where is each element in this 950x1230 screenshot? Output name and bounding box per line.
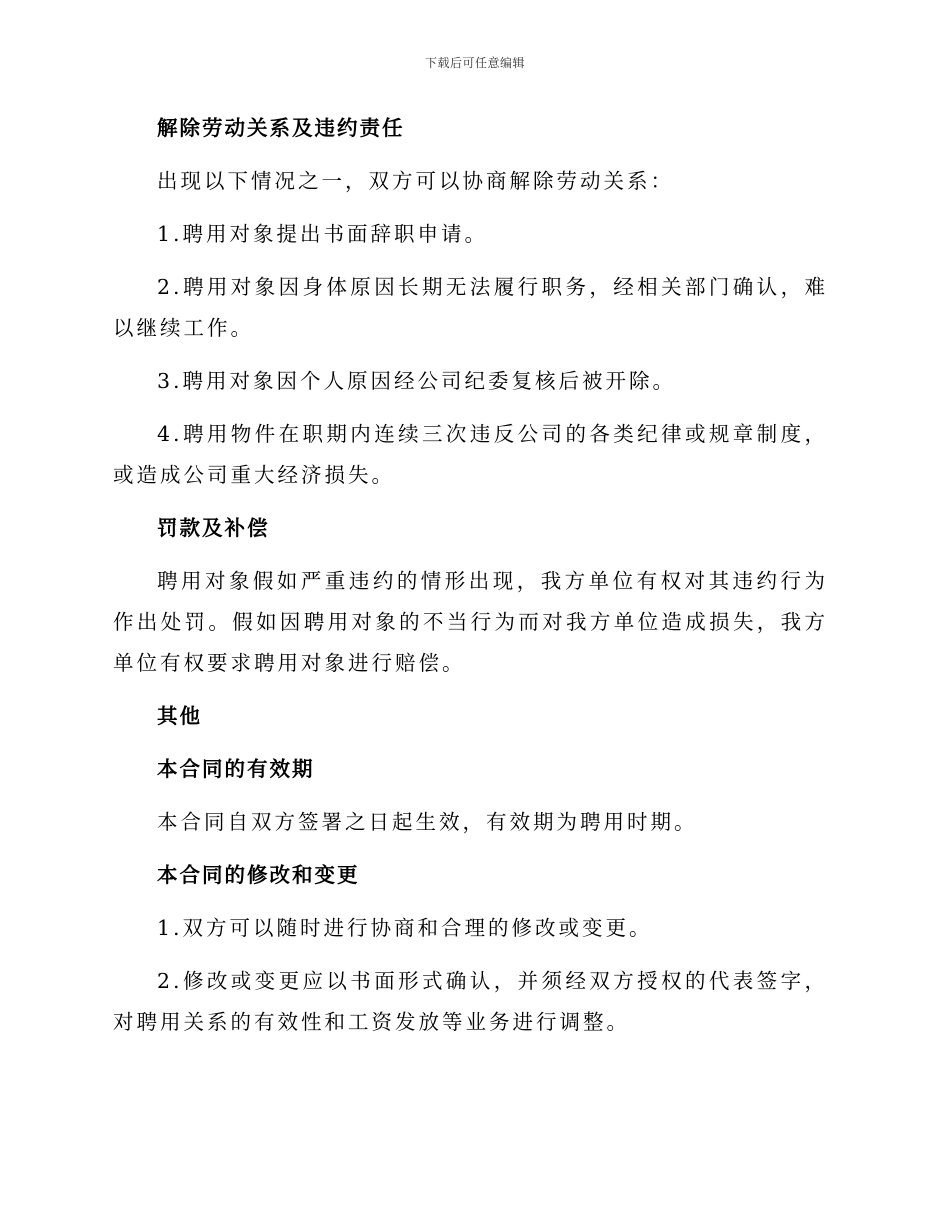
paragraph-validity: 本合同自双方签署之日起生效，有效期为聘用时期。 [157,810,698,834]
list-item: 1.聘用对象提出书面辞职申请。 [157,222,489,246]
section-heading-penalty: 罚款及补偿 [157,516,270,540]
page-header-note: 下载后可任意编辑 [424,56,525,70]
section-heading-other: 其他 [157,704,202,728]
list-item: 3.聘用对象因个人原因经公司纪委复核后被开除。 [157,369,677,393]
section-heading-amendment: 本合同的修改和变更 [157,863,360,887]
section-heading-termination: 解除劳动关系及违约责任 [157,116,405,140]
section-heading-validity: 本合同的有效期 [157,757,315,781]
list-item: 1.双方可以随时进行协商和合理的修改或变更。 [157,916,653,940]
list-item: 4.聘用物件在职期内连续三次违反公司的各类纪律或规章制度，或造成公司重大经济损失。 [113,422,828,487]
list-item: 2.修改或变更应以书面形式确认，并须经双方授权的代表签字，对聘用关系的有效性和工资发放等业务进行调整。 [113,969,828,1034]
list-item: 2.聘用对象因身体原因长期无法履行职务，经相关部门确认，难以继续工作。 [113,275,828,340]
paragraph-termination-intro: 出现以下情况之一，双方可以协商解除劳动关系： [157,169,674,193]
paragraph-penalty: 聘用对象假如严重违约的情形出现，我方单位有权对其违约行为作出处罚。假如因聘用对象的不当行为而对我方单位造成损失，我方单位有权要求聘用对象进行赔偿。 [113,569,828,675]
document-body [113,108,828,1055]
